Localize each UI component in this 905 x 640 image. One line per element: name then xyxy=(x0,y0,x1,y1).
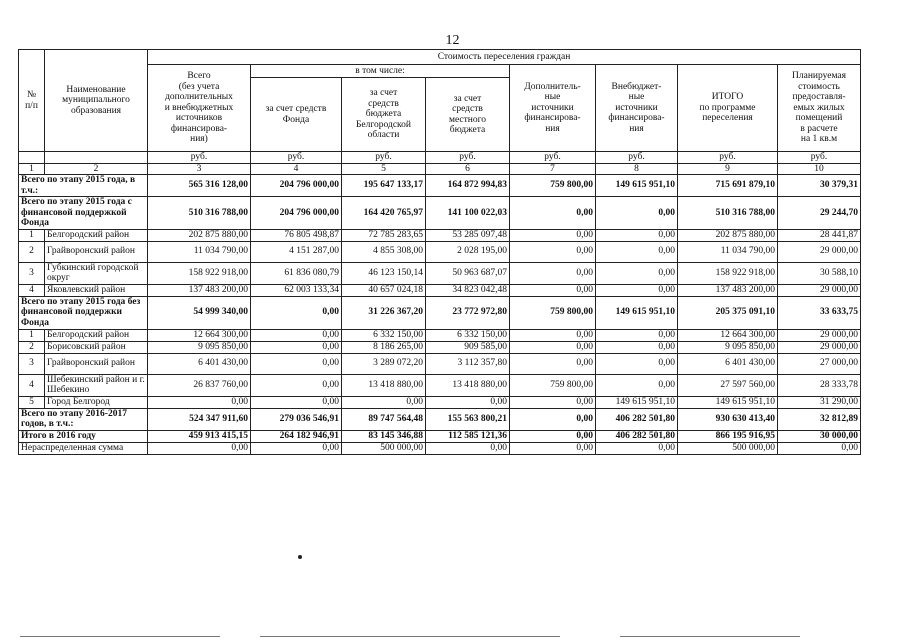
amount-cell: 759 800,00 xyxy=(510,175,596,197)
amount-cell: 3 289 072,20 xyxy=(342,353,426,374)
amount-cell: 930 630 413,40 xyxy=(678,408,778,430)
row-number: 4 xyxy=(19,374,45,396)
amount-cell: 264 182 946,91 xyxy=(251,430,342,442)
amount-cell: 28 441,87 xyxy=(778,229,861,241)
row-number: 3 xyxy=(19,353,45,374)
amount-cell: 0,00 xyxy=(510,284,596,296)
municipality-name: Грайворонский район xyxy=(45,353,148,374)
units-row xyxy=(19,152,861,164)
amount-cell: 0,00 xyxy=(596,262,678,284)
amount-cell: 0,00 xyxy=(510,241,596,262)
amount-cell: 53 285 097,48 xyxy=(426,229,510,241)
amount-cell: 0,00 xyxy=(510,408,596,430)
table-row xyxy=(19,396,861,408)
header-fund: за счет средств Фонда xyxy=(251,78,342,152)
amount-cell: 29 000,00 xyxy=(778,241,861,262)
header-local: за счет средств местного бюджета xyxy=(426,78,510,152)
header-regional: за счет средств бюджета Белгородской области xyxy=(342,78,426,152)
table-row xyxy=(19,241,861,262)
header-group-title: Стоимость переселения граждан xyxy=(148,50,861,65)
amount-cell: 29 000,00 xyxy=(778,341,861,353)
row-number: 2 xyxy=(19,341,45,353)
amount-cell: 26 837 760,00 xyxy=(148,374,251,396)
unit-cell: руб. xyxy=(342,152,426,164)
amount-cell: 0,00 xyxy=(510,430,596,442)
total-row xyxy=(19,430,861,442)
amount-cell: 72 785 283,65 xyxy=(342,229,426,241)
municipality-name: Город Белгород xyxy=(45,396,148,408)
amount-cell: 0,00 xyxy=(251,329,342,341)
unit-cell: руб. xyxy=(148,152,251,164)
amount-cell: 12 664 300,00 xyxy=(678,329,778,341)
amount-cell: 4 151 287,00 xyxy=(251,241,342,262)
edge-line xyxy=(260,636,560,637)
header-itogo: ИТОГО по программе переселения xyxy=(678,65,778,152)
amount-cell: 0,00 xyxy=(251,296,342,329)
amount-cell: 12 664 300,00 xyxy=(148,329,251,341)
amount-cell: 0,00 xyxy=(426,442,510,454)
column-number: 1 xyxy=(19,163,45,175)
amount-cell: 29 244,70 xyxy=(778,197,861,230)
amount-cell: 149 615 951,10 xyxy=(596,396,678,408)
table-row xyxy=(19,329,861,341)
amount-cell: 202 875 880,00 xyxy=(678,229,778,241)
amount-cell: 137 483 200,00 xyxy=(678,284,778,296)
amount-cell: 0,00 xyxy=(596,353,678,374)
amount-cell: 0,00 xyxy=(596,241,678,262)
municipality-name: Яковлевский район xyxy=(45,284,148,296)
amount-cell: 31 226 367,20 xyxy=(342,296,426,329)
amount-cell: 27 597 560,00 xyxy=(678,374,778,396)
amount-cell: 406 282 501,80 xyxy=(596,430,678,442)
amount-cell: 30 588,10 xyxy=(778,262,861,284)
amount-cell: 11 034 790,00 xyxy=(148,241,251,262)
amount-cell: 510 316 788,00 xyxy=(678,197,778,230)
amount-cell: 0,00 xyxy=(510,229,596,241)
amount-cell: 759 800,00 xyxy=(510,296,596,329)
row-number: 3 xyxy=(19,262,45,284)
row-number: 1 xyxy=(19,329,45,341)
amount-cell: 34 823 042,48 xyxy=(426,284,510,296)
column-numbers-row xyxy=(19,163,861,175)
stray-dot xyxy=(298,555,302,559)
amount-cell: 0,00 xyxy=(251,353,342,374)
header-including: в том числе: xyxy=(251,65,510,78)
amount-cell: 164 872 994,83 xyxy=(426,175,510,197)
amount-cell: 40 657 024,18 xyxy=(342,284,426,296)
unit-cell: руб. xyxy=(778,152,861,164)
amount-cell: 0,00 xyxy=(342,396,426,408)
row-number: 2 xyxy=(19,241,45,262)
amount-cell: 164 420 765,97 xyxy=(342,197,426,230)
total-row xyxy=(19,442,861,454)
column-number: 2 xyxy=(45,163,148,175)
municipality-name: Губкинский городской округ xyxy=(45,262,148,284)
unit-cell: руб. xyxy=(510,152,596,164)
amount-cell: 524 347 911,60 xyxy=(148,408,251,430)
header-additional: Дополнитель- ные источники финансирова- ния xyxy=(510,65,596,152)
amount-cell: 0,00 xyxy=(596,229,678,241)
column-number: 4 xyxy=(251,163,342,175)
header-name: Наименование муниципального образования xyxy=(45,50,148,152)
municipality-name: Белгородский район xyxy=(45,229,148,241)
amount-cell: 0,00 xyxy=(596,442,678,454)
amount-cell: 195 647 133,17 xyxy=(342,175,426,197)
amount-cell: 62 003 133,34 xyxy=(251,284,342,296)
amount-cell: 0,00 xyxy=(510,341,596,353)
amount-cell: 0,00 xyxy=(510,442,596,454)
amount-cell: 6 332 150,00 xyxy=(426,329,510,341)
amount-cell: 0,00 xyxy=(778,442,861,454)
amount-cell: 8 186 265,00 xyxy=(342,341,426,353)
amount-cell: 565 316 128,00 xyxy=(148,175,251,197)
amount-cell: 0,00 xyxy=(510,353,596,374)
row-number: 1 xyxy=(19,229,45,241)
column-number: 6 xyxy=(426,163,510,175)
amount-cell: 29 000,00 xyxy=(778,284,861,296)
total-label: Итого в 2016 году xyxy=(19,430,148,442)
column-number: 3 xyxy=(148,163,251,175)
amount-cell: 0,00 xyxy=(596,197,678,230)
amount-cell: 866 195 916,95 xyxy=(678,430,778,442)
amount-cell: 31 290,00 xyxy=(778,396,861,408)
amount-cell: 204 796 000,00 xyxy=(251,197,342,230)
table-row xyxy=(19,262,861,284)
amount-cell: 33 633,75 xyxy=(778,296,861,329)
unit-cell: руб. xyxy=(426,152,510,164)
table-row xyxy=(19,229,861,241)
amount-cell: 6 401 430,00 xyxy=(148,353,251,374)
amount-cell: 137 483 200,00 xyxy=(148,284,251,296)
column-number: 8 xyxy=(596,163,678,175)
amount-cell: 406 282 501,80 xyxy=(596,408,678,430)
header-planned: Планируемая стоимость предоставля- емых жилых помещений в расчете на 1 кв.м xyxy=(778,65,861,152)
total-label: Всего по этапу 2015 года с финансовой поддержкой Фонда xyxy=(19,197,148,230)
column-number: 9 xyxy=(678,163,778,175)
amount-cell: 500 000,00 xyxy=(342,442,426,454)
amount-cell: 909 585,00 xyxy=(426,341,510,353)
municipality-name: Грайворонский район xyxy=(45,241,148,262)
amount-cell: 0,00 xyxy=(596,284,678,296)
amount-cell: 0,00 xyxy=(426,396,510,408)
amount-cell: 32 812,89 xyxy=(778,408,861,430)
total-row xyxy=(19,197,861,230)
amount-cell: 205 375 091,10 xyxy=(678,296,778,329)
total-row xyxy=(19,175,861,197)
header-num: № п/п xyxy=(19,50,45,152)
amount-cell: 6 401 430,00 xyxy=(678,353,778,374)
page-number: 12 xyxy=(445,33,460,48)
amount-cell: 13 418 880,00 xyxy=(342,374,426,396)
amount-cell: 204 796 000,00 xyxy=(251,175,342,197)
amount-cell: 0,00 xyxy=(251,374,342,396)
resettlement-cost-table xyxy=(18,49,861,455)
amount-cell: 0,00 xyxy=(510,197,596,230)
column-number: 10 xyxy=(778,163,861,175)
amount-cell: 61 836 080,79 xyxy=(251,262,342,284)
amount-cell: 0,00 xyxy=(148,396,251,408)
amount-cell: 202 875 880,00 xyxy=(148,229,251,241)
amount-cell: 83 145 346,88 xyxy=(342,430,426,442)
total-label: Всего по этапу 2015 года, в т.ч.: xyxy=(19,175,148,197)
amount-cell: 4 855 308,00 xyxy=(342,241,426,262)
municipality-name: Белгородский район xyxy=(45,329,148,341)
table-row xyxy=(19,374,861,396)
amount-cell: 141 100 022,03 xyxy=(426,197,510,230)
amount-cell: 759 800,00 xyxy=(510,374,596,396)
unit-cell: руб. xyxy=(678,152,778,164)
column-number: 7 xyxy=(510,163,596,175)
amount-cell: 149 615 951,10 xyxy=(678,396,778,408)
amount-cell: 149 615 951,10 xyxy=(596,175,678,197)
amount-cell: 28 333,78 xyxy=(778,374,861,396)
amount-cell: 149 615 951,10 xyxy=(596,296,678,329)
edge-line xyxy=(620,636,800,637)
amount-cell: 0,00 xyxy=(251,442,342,454)
table-row xyxy=(19,284,861,296)
amount-cell: 112 585 121,36 xyxy=(426,430,510,442)
unit-cell: руб. xyxy=(251,152,342,164)
amount-cell: 89 747 564,48 xyxy=(342,408,426,430)
amount-cell: 9 095 850,00 xyxy=(678,341,778,353)
municipality-name: Борисовский район xyxy=(45,341,148,353)
amount-cell: 0,00 xyxy=(510,396,596,408)
row-number: 4 xyxy=(19,284,45,296)
total-label: Всего по этапу 2015 года без финансовой поддержки Фонда xyxy=(19,296,148,329)
amount-cell: 500 000,00 xyxy=(678,442,778,454)
amount-cell: 0,00 xyxy=(596,341,678,353)
edge-line xyxy=(20,636,220,637)
amount-cell: 0,00 xyxy=(596,374,678,396)
header-total: Всего (без учета дополнительных и внебюджетных источников финансирова- ния) xyxy=(148,65,251,152)
total-label: Всего по этапу 2016-2017 годов, в т.ч.: xyxy=(19,408,148,430)
total-row xyxy=(19,296,861,329)
total-label: Нераспределенная сумма xyxy=(19,442,148,454)
table-row xyxy=(19,353,861,374)
amount-cell: 46 123 150,14 xyxy=(342,262,426,284)
amount-cell: 76 805 498,87 xyxy=(251,229,342,241)
amount-cell: 23 772 972,80 xyxy=(426,296,510,329)
amount-cell: 0,00 xyxy=(510,262,596,284)
amount-cell: 29 000,00 xyxy=(778,329,861,341)
amount-cell: 279 036 546,91 xyxy=(251,408,342,430)
amount-cell: 158 922 918,00 xyxy=(148,262,251,284)
amount-cell: 9 095 850,00 xyxy=(148,341,251,353)
amount-cell: 54 999 340,00 xyxy=(148,296,251,329)
amount-cell: 0,00 xyxy=(251,341,342,353)
amount-cell: 0,00 xyxy=(148,442,251,454)
amount-cell: 158 922 918,00 xyxy=(678,262,778,284)
table-row xyxy=(19,341,861,353)
amount-cell: 715 691 879,10 xyxy=(678,175,778,197)
amount-cell: 27 000,00 xyxy=(778,353,861,374)
unit-cell: руб. xyxy=(596,152,678,164)
amount-cell: 0,00 xyxy=(596,329,678,341)
column-number: 5 xyxy=(342,163,426,175)
amount-cell: 155 563 800,21 xyxy=(426,408,510,430)
amount-cell: 50 963 687,07 xyxy=(426,262,510,284)
row-number: 5 xyxy=(19,396,45,408)
amount-cell: 11 034 790,00 xyxy=(678,241,778,262)
municipality-name: Шебекинский район и г. Шебекино xyxy=(45,374,148,396)
amount-cell: 6 332 150,00 xyxy=(342,329,426,341)
total-row xyxy=(19,408,861,430)
amount-cell: 2 028 195,00 xyxy=(426,241,510,262)
amount-cell: 0,00 xyxy=(251,396,342,408)
amount-cell: 30 000,00 xyxy=(778,430,861,442)
amount-cell: 30 379,31 xyxy=(778,175,861,197)
amount-cell: 510 316 788,00 xyxy=(148,197,251,230)
amount-cell: 0,00 xyxy=(510,329,596,341)
amount-cell: 459 913 415,15 xyxy=(148,430,251,442)
header-extrabudget: Внебюджет- ные источники финансирова- ния xyxy=(596,65,678,152)
amount-cell: 3 112 357,80 xyxy=(426,353,510,374)
amount-cell: 13 418 880,00 xyxy=(426,374,510,396)
